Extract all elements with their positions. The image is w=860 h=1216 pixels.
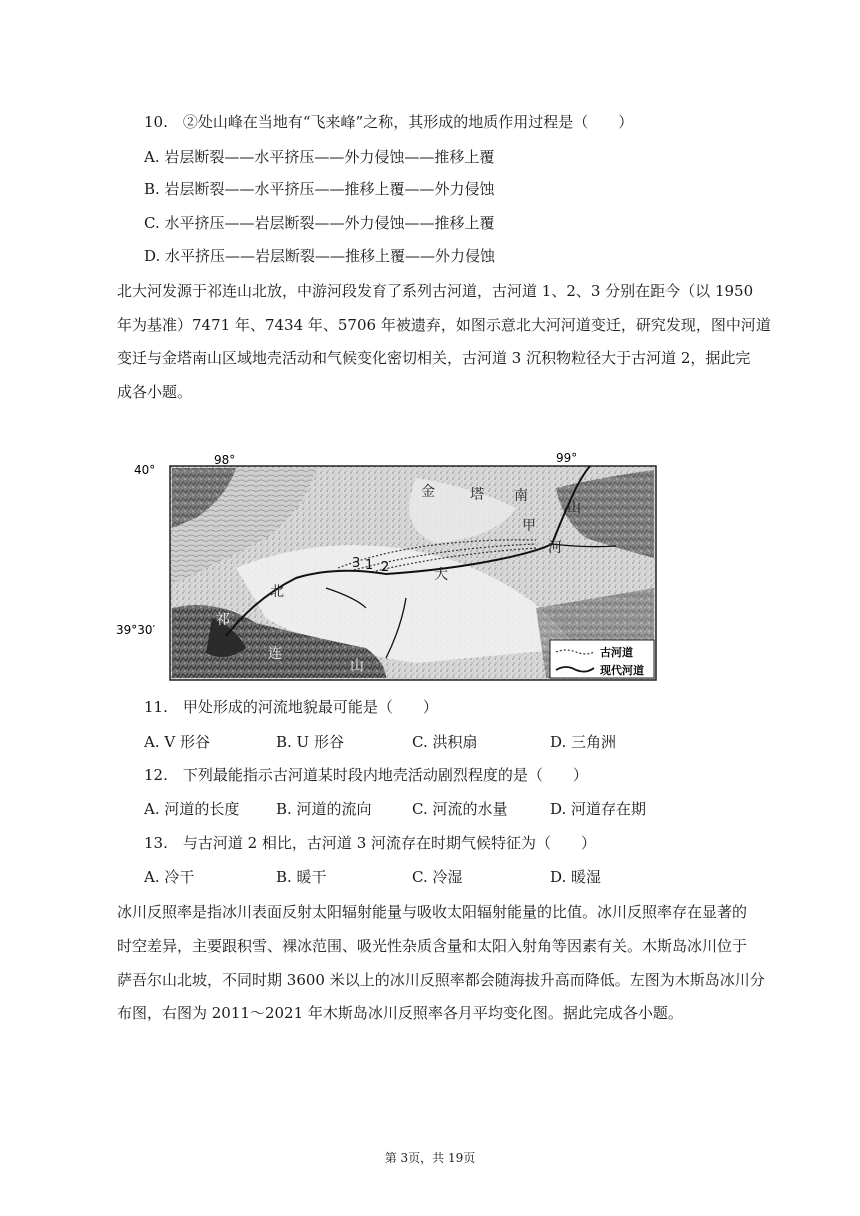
map-label-lian: 连 [268,646,282,662]
passage2-line-3: 萨吾尔山北坡，不同时期 3600 米以上的冰川反照率都会随海拔升高而降低。左图为木斯岛冰川分 [117,971,765,989]
lat-3930-label: 39°30′ [116,623,156,637]
q13-option-b: B. 暖干 [276,868,327,886]
map-label-shan: 山 [567,500,581,516]
legend-ancient-label: 古河道 [600,646,633,659]
lon-99-label: 99° [556,451,578,465]
q12-option-a: A. 河道的长度 [144,800,240,818]
lon-98-label: 98° [214,453,236,467]
q11-stem: 11. 甲处形成的河流地貌最可能是（ ） [144,698,438,716]
q13-option-d: D. 暖湿 [550,868,602,886]
q10-option-d: D. 水平挤压——岩层断裂——推移上覆——外力侵蚀 [144,247,496,265]
q13-stem: 13. 与古河道 2 相比，古河道 3 河流存在时期气候特征为（ ） [144,834,597,852]
q10-option-c: C. 水平挤压——岩层断裂——外力侵蚀——推移上覆 [144,214,495,232]
map-label-bei: 北 [270,584,284,600]
q11-option-b: B. U 形谷 [276,733,344,751]
q12-option-d: D. 河道存在期 [550,800,647,818]
map-label-jin: 金 [421,484,435,500]
q10-option-b: B. 岩层断裂——水平挤压——推移上覆——外力侵蚀 [144,180,495,198]
q10-option-a: A. 岩层断裂——水平挤压——外力侵蚀——推移上覆 [144,148,495,166]
q13-option-c: C. 冷湿 [412,868,463,886]
q12-option-b: B. 河道的流向 [276,800,372,818]
map-label-he: 河 [548,540,562,556]
q11-option-d: D. 三角洲 [550,733,617,751]
channel-label-2: 2 [381,560,390,575]
lat-40-label: 40° [134,463,156,477]
channel-label-1: 1 [365,558,374,573]
map-label-nan: 南 [514,488,528,504]
map-label-qi: 祁 [216,612,230,628]
channel-label-3: 3 [352,556,361,571]
passage2-line-2: 时空差异，主要跟积雪、裸冰范围、吸光性杂质含量和太阳入射角等因素有关。木斯岛冰川位于 [117,937,748,955]
q13-option-a: A. 冷干 [144,868,195,886]
q11-option-c: C. 洪积扇 [412,733,478,751]
passage1-line-2: 年为基准）7471 年、7434 年、5706 年被遗弃，如图示意北大河河道变迁，研究发现，图中河道 [117,316,771,334]
page-footer: 第 3页，共 19页 [384,1151,476,1165]
map-label-ta: 塔 [470,487,484,503]
legend-modern-label: 现代河道 [600,664,644,677]
passage1-line-1: 北大河发源于祁连山北放，中游河段发育了系列古河道，古河道 1、2、3 分别在距今（以 1950 [117,282,754,300]
map-label-da: 大 [434,567,448,583]
passage1-line-3: 变迁与金塔南山区域地壳活动和气候变化密切相关，古河道 3 沉积物粒径大于古河道 2，据此完 [117,349,751,367]
map-label-jia: 甲 [522,518,536,534]
q11-option-a: A. V 形谷 [144,733,210,751]
passage2-line-4: 布图，右图为 2011～2021 年木斯岛冰川反照率各月平均变化图。据此完成各小题。 [117,1004,683,1022]
passage1-line-4: 成各小题。 [117,383,193,401]
q10-stem: 10. ②处山峰在当地有“飞来峰”之称，其形成的地质作用过程是（ ） [144,113,634,131]
q12-option-c: C. 河流的水量 [412,800,508,818]
river-change-map [116,448,660,686]
map-label-shan2: 山 [350,658,364,674]
q12-stem: 12. 下列最能指示古河道某时段内地壳活动剧烈程度的是（ ） [144,766,588,784]
passage2-line-1: 冰川反照率是指冰川表面反射太阳辐射能量与吸收太阳辐射能量的比值。冰川反照率存在显著的 [117,903,748,921]
